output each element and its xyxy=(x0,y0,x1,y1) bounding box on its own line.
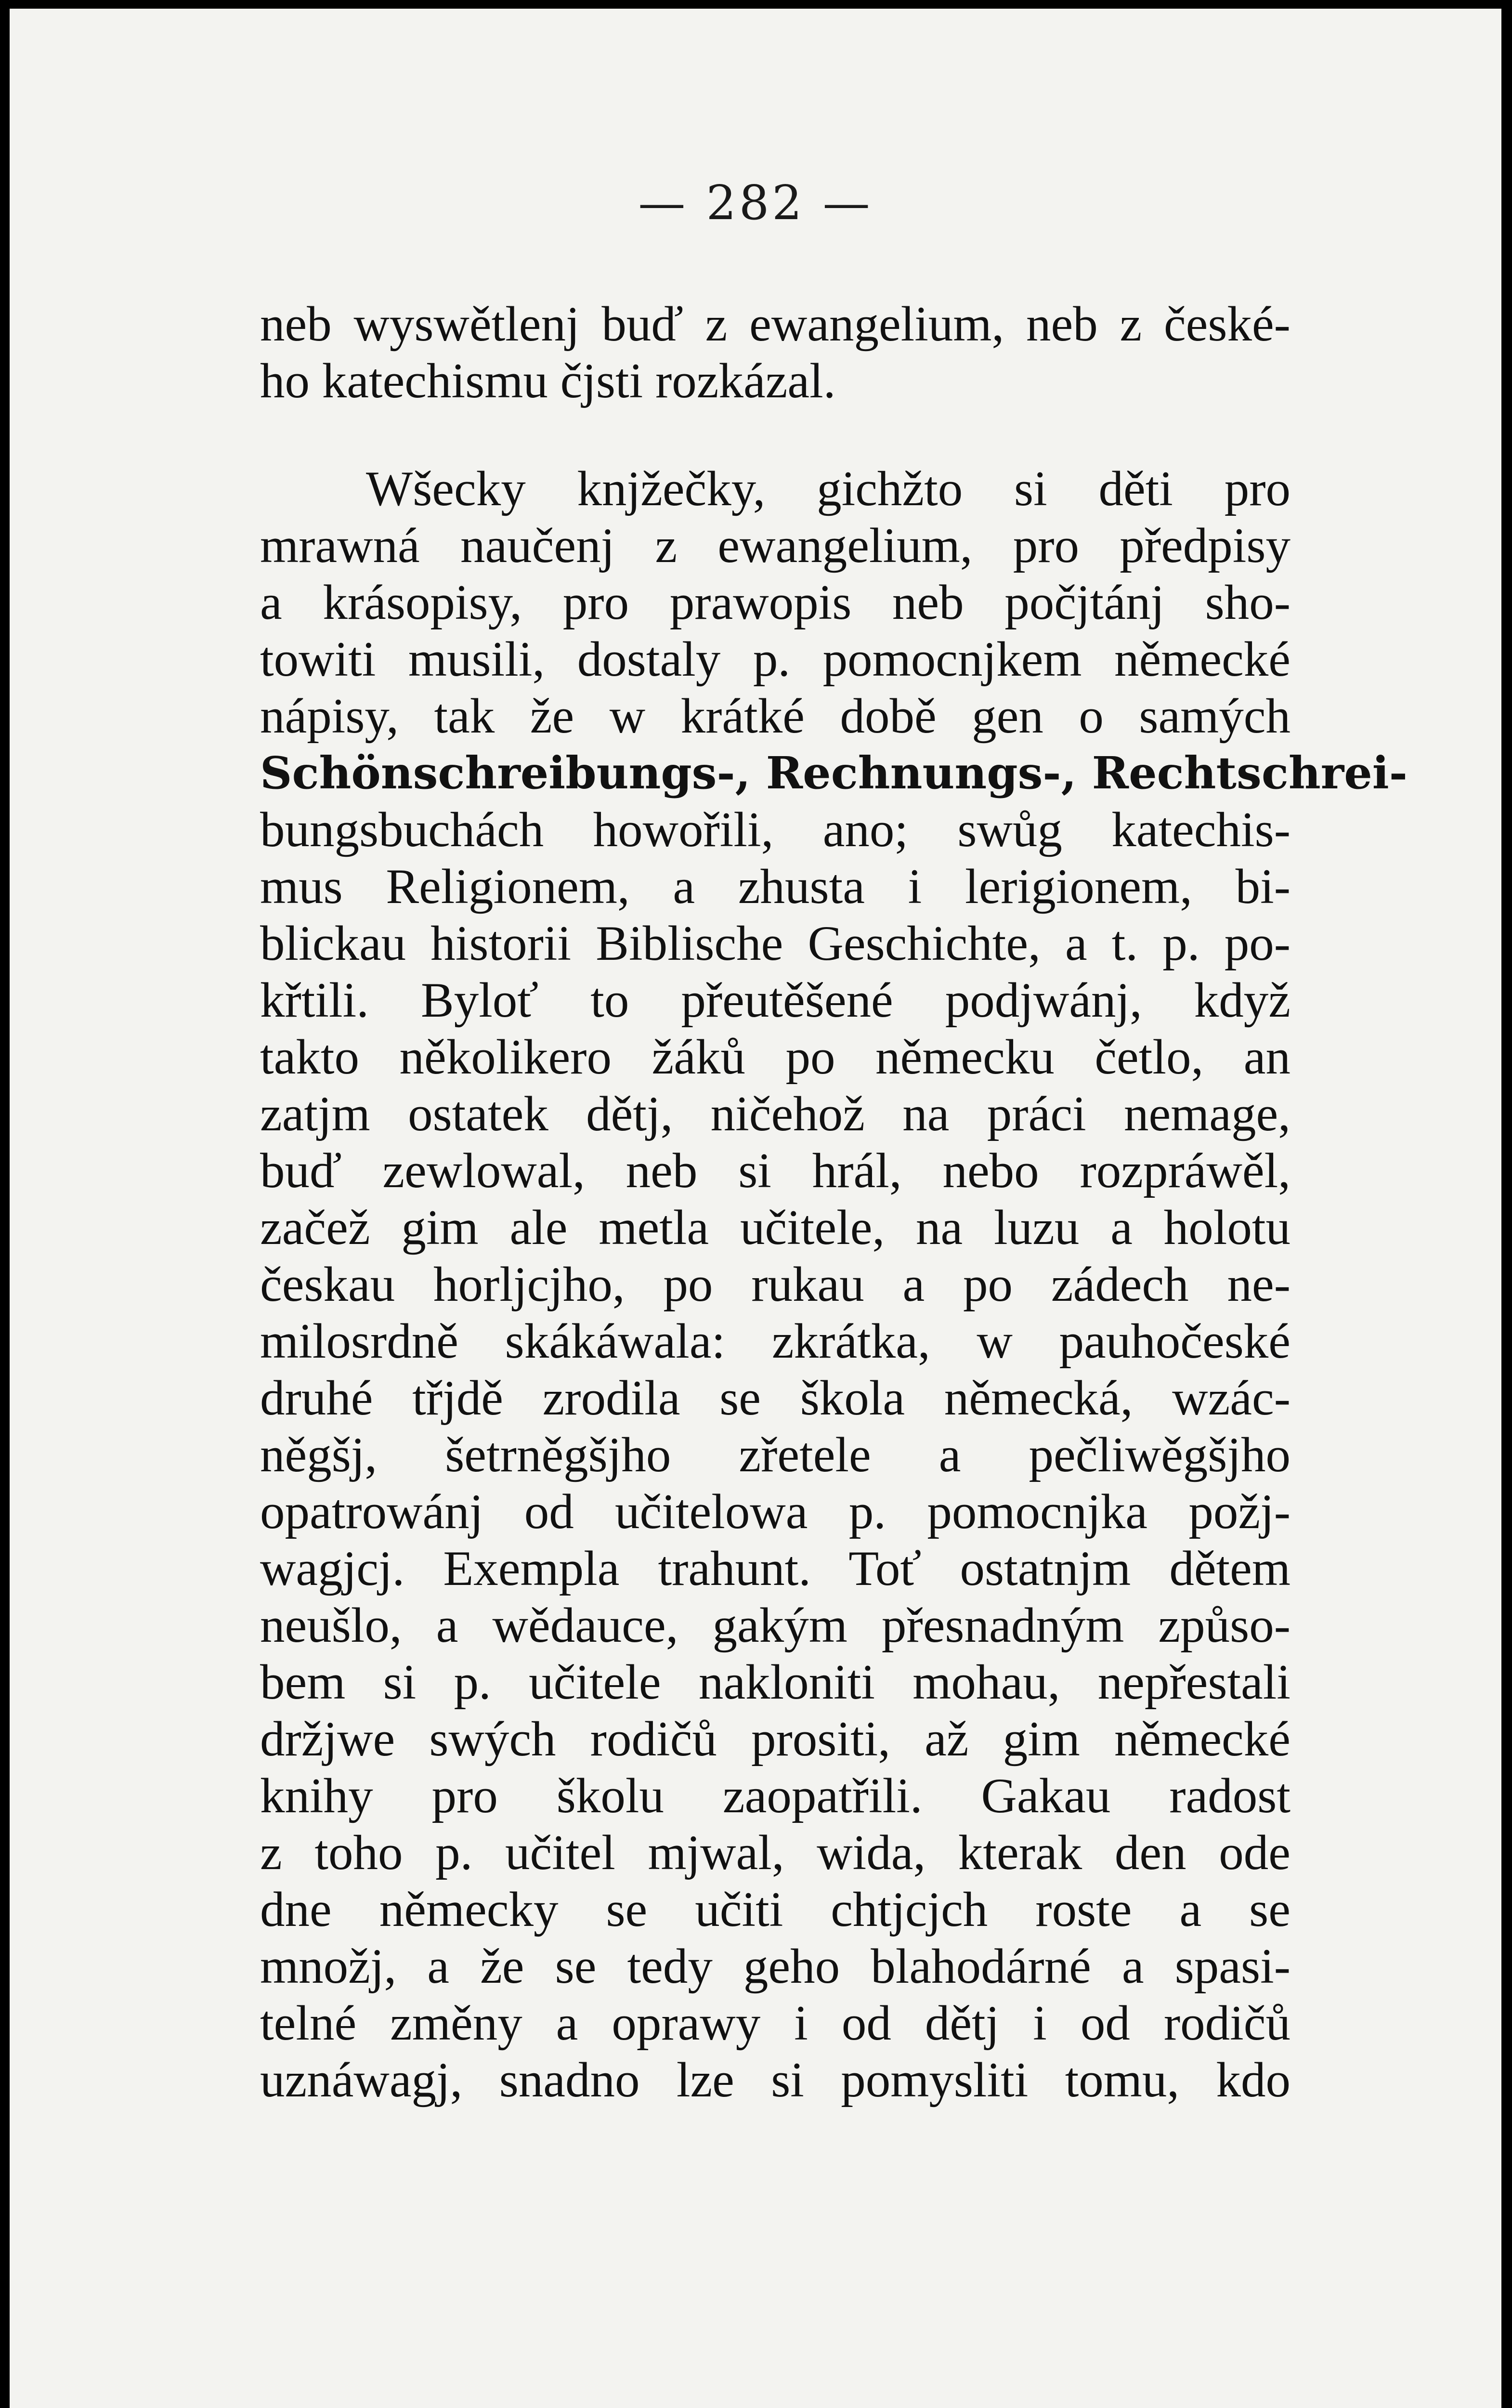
text-line: bungsbuchách howořili, ano; swůg katechis- xyxy=(260,802,1290,857)
text-line: ho katechismu čjsti rozkázal. xyxy=(260,353,836,408)
text-line: wagjcj. Exempla trahunt. Toť ostatnjm dětem xyxy=(260,1541,1290,1596)
text-line: mrawná naučenj z ewangelium, pro předpisy xyxy=(260,518,1290,573)
text-line: dne německy se učiti chtjcjch roste a se xyxy=(260,1882,1290,1937)
text-line: z toho p. učitel mjwal, wida, kterak den ode xyxy=(260,1825,1290,1880)
text-line: milosrdně skákáwala: zkrátka, w pauhočeské xyxy=(260,1314,1290,1369)
book-page xyxy=(10,9,1501,2408)
text-line: bem si p. učitele nakloniti mohau, nepřestali xyxy=(260,1655,1290,1710)
text-line: takto několikero žáků po německu četlo, an xyxy=(260,1030,1290,1085)
text-line: druhé třjdě zrodila se škola německá, wzác- xyxy=(260,1371,1290,1426)
text-line: knihy pro školu zaopatřili. Gakau radost xyxy=(260,1768,1290,1823)
text-line: a krásopisy, pro prawopis neb počjtánj sho- xyxy=(260,575,1290,630)
text-line: něgšj, šetrněgšjho zřetele a pečliwěgšjho xyxy=(260,1427,1290,1482)
text-line: uznáwagj, snadno lze si pomysliti tomu, kdo xyxy=(260,2053,1290,2107)
text-line: neušlo, a wědauce, gakým přesnadným způso- xyxy=(260,1598,1290,1653)
text-line: buď zewlowal, neb si hrál, nebo rozpráwěl, xyxy=(260,1143,1290,1198)
text-line: začež gim ale metla učitele, na luzu a holotu xyxy=(260,1200,1290,1255)
text-line: towiti musili, dostaly p. pomocnjkem německé xyxy=(260,632,1290,687)
text-line: držjwe swých rodičů prositi, až gim německé xyxy=(260,1712,1290,1767)
text-line: nápisy, tak že w krátké době gen o samých xyxy=(260,689,1290,744)
text-line: opatrowánj od učitelowa p. pomocnjka požj- xyxy=(260,1484,1290,1539)
text-line: telné změny a oprawy i od dětj i od rodičů xyxy=(260,1996,1290,2051)
text-line: neb wyswětlenj buď z ewangelium, neb z české- xyxy=(260,297,1290,352)
page-number: — 282 — xyxy=(638,176,873,231)
text-line: množj, a že se tedy geho blahodárné a spasi- xyxy=(260,1939,1290,1994)
text-line: blickau historii Biblische Geschichte, a t. p. po- xyxy=(260,916,1290,971)
text-line: českau horljcjho, po rukau a po zádech ne- xyxy=(260,1257,1290,1312)
text-line: Wšecky knjžečky, gichžto si děti pro xyxy=(366,461,1290,516)
text-line: Schönschreibungs-, Rechnungs-, Rechtschrei- xyxy=(260,747,1408,799)
text-line: křtili. Byloť to přeutěšené podjwánj, když xyxy=(260,973,1290,1028)
text-line: mus Religionem, a zhusta i lerigionem, bi- xyxy=(260,859,1290,914)
text-line: zatjm ostatek dětj, ničehož na práci nemage, xyxy=(260,1086,1290,1141)
